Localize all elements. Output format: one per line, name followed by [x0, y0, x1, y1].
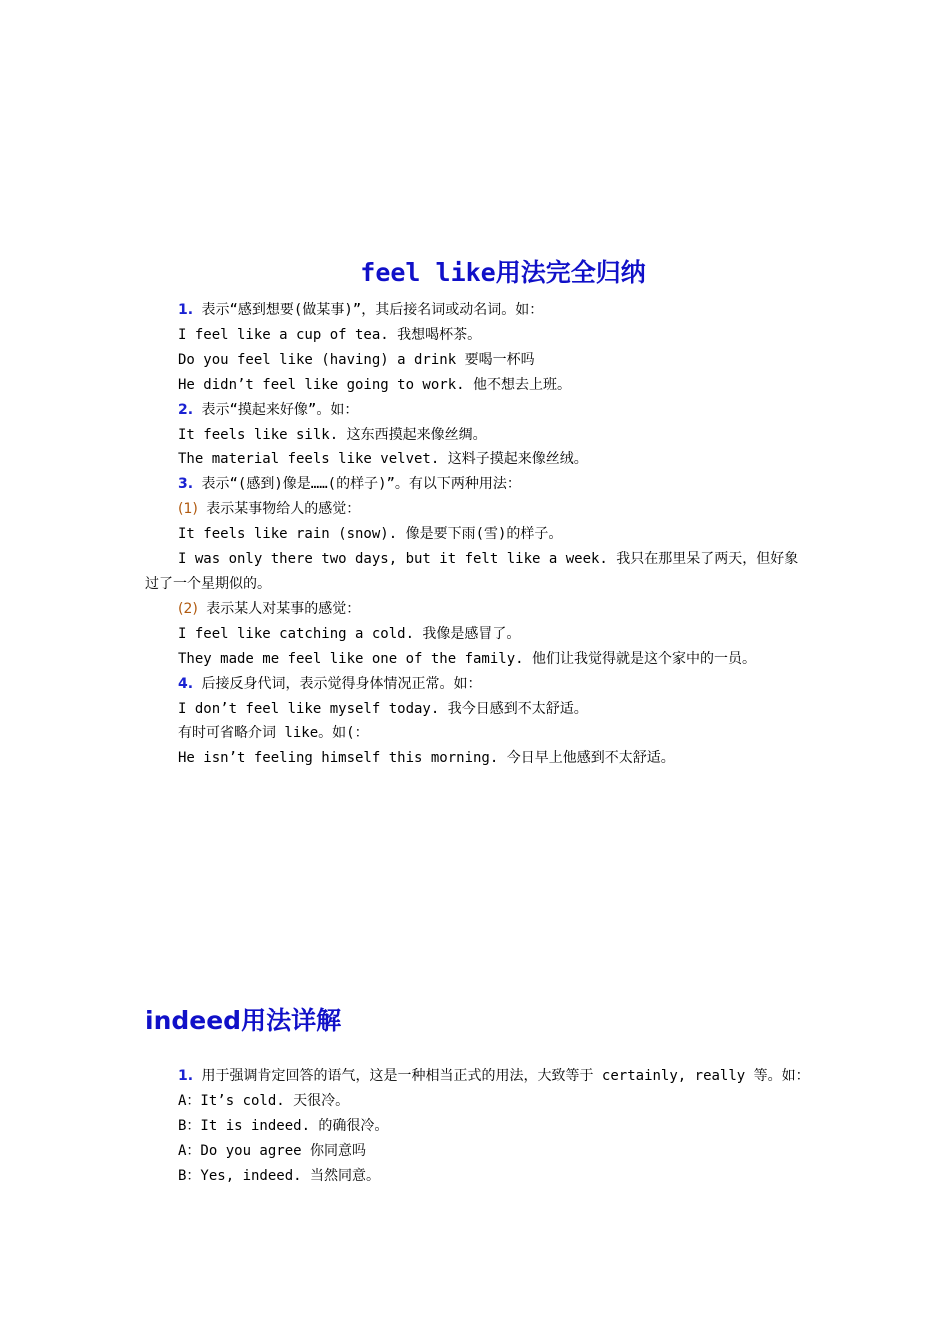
item-number: 4.	[178, 675, 194, 692]
line-text: 表示“摸起来好像”。如：	[201, 401, 359, 418]
line-text: Do you feel like (having) a drink 要喝一杯吗	[178, 351, 535, 368]
text-line	[145, 373, 810, 398]
line-text: I feel like a cup of tea. 我想喝杯茶。	[178, 326, 482, 343]
item-number: 1.	[178, 1068, 194, 1084]
text-line	[145, 697, 810, 722]
line-text: A：It’s cold. 天很冷。	[178, 1092, 350, 1109]
line-text: 后接反身代词，表示觉得身体情况正常。如：	[201, 675, 482, 692]
text-line	[145, 547, 810, 597]
line-text: 用于强调肯定回答的语气，这是一种相当正式的用法，大致等于 certainly, really 等。如：	[201, 1068, 810, 1084]
line-text: I don’t feel like myself today. 我今日感到不太舒适。	[178, 700, 588, 717]
line-text: B：It is indeed. 的确很冷。	[178, 1117, 389, 1134]
text-line	[145, 721, 810, 746]
feel-like-content	[145, 298, 810, 771]
text-line	[145, 348, 810, 373]
text-line	[145, 672, 810, 697]
indeed-title: indeed用法详解	[145, 1006, 342, 1035]
line-text: He isn’t feeling himself this morning. 今日早上他感到不太舒适。	[178, 750, 675, 767]
line-text: It feels like silk. 这东西摸起来像丝绸。	[178, 426, 487, 443]
line-text: The material feels like velvet. 这料子摸起来像丝绒。	[178, 451, 588, 468]
text-line	[145, 298, 810, 323]
item-number: 3.	[178, 476, 194, 493]
line-text: 表示“(感到)像是……(的样子)”。有以下两种用法：	[201, 476, 521, 493]
text-line	[145, 746, 810, 771]
line-text: 有时可省略介词 like。如(：	[178, 725, 369, 742]
line-text: A：Do you agree 你同意吗	[178, 1142, 367, 1159]
line-text: I was only there two days, but it felt like a week. 我只在那里呆了两天，但好象过了一个星期似的。	[145, 551, 799, 592]
text-line	[145, 647, 810, 672]
text-line	[145, 1139, 810, 1164]
text-line	[145, 497, 810, 522]
text-line	[145, 472, 810, 497]
text-line	[145, 1089, 810, 1114]
text-line	[145, 1114, 810, 1139]
feel-like-title: feel like用法完全归纳	[360, 258, 646, 287]
text-line	[145, 522, 810, 547]
item-number: 2.	[178, 401, 194, 418]
line-text: It feels like rain (snow). 像是要下雨(雪)的样子。	[178, 526, 563, 543]
text-line	[145, 1064, 810, 1089]
line-text: They made me feel like one of the family. 他们让我觉得就是这个家中的一员。	[178, 650, 757, 667]
text-line	[145, 398, 810, 423]
text-line	[145, 323, 810, 348]
sub-item-number: (1)	[178, 501, 198, 518]
line-text: 表示某人对某事的感觉：	[206, 600, 361, 617]
line-text: B：Yes, indeed. 当然同意。	[178, 1167, 381, 1184]
text-line	[145, 597, 810, 622]
text-line	[145, 1164, 810, 1189]
line-text: 表示某事物给人的感觉：	[206, 501, 361, 518]
text-line	[145, 622, 810, 647]
line-text: I feel like catching a cold. 我像是感冒了。	[178, 625, 521, 642]
line-text: He didn’t feel like going to work. 他不想去上班。	[178, 376, 572, 393]
indeed-content	[145, 1064, 810, 1189]
line-text: 表示“感到想要(做某事)”，其后接名词或动名词。如：	[201, 302, 544, 318]
text-line	[145, 447, 810, 472]
text-line	[145, 423, 810, 448]
item-number: 1.	[178, 302, 194, 318]
sub-item-number: (2)	[178, 600, 198, 617]
